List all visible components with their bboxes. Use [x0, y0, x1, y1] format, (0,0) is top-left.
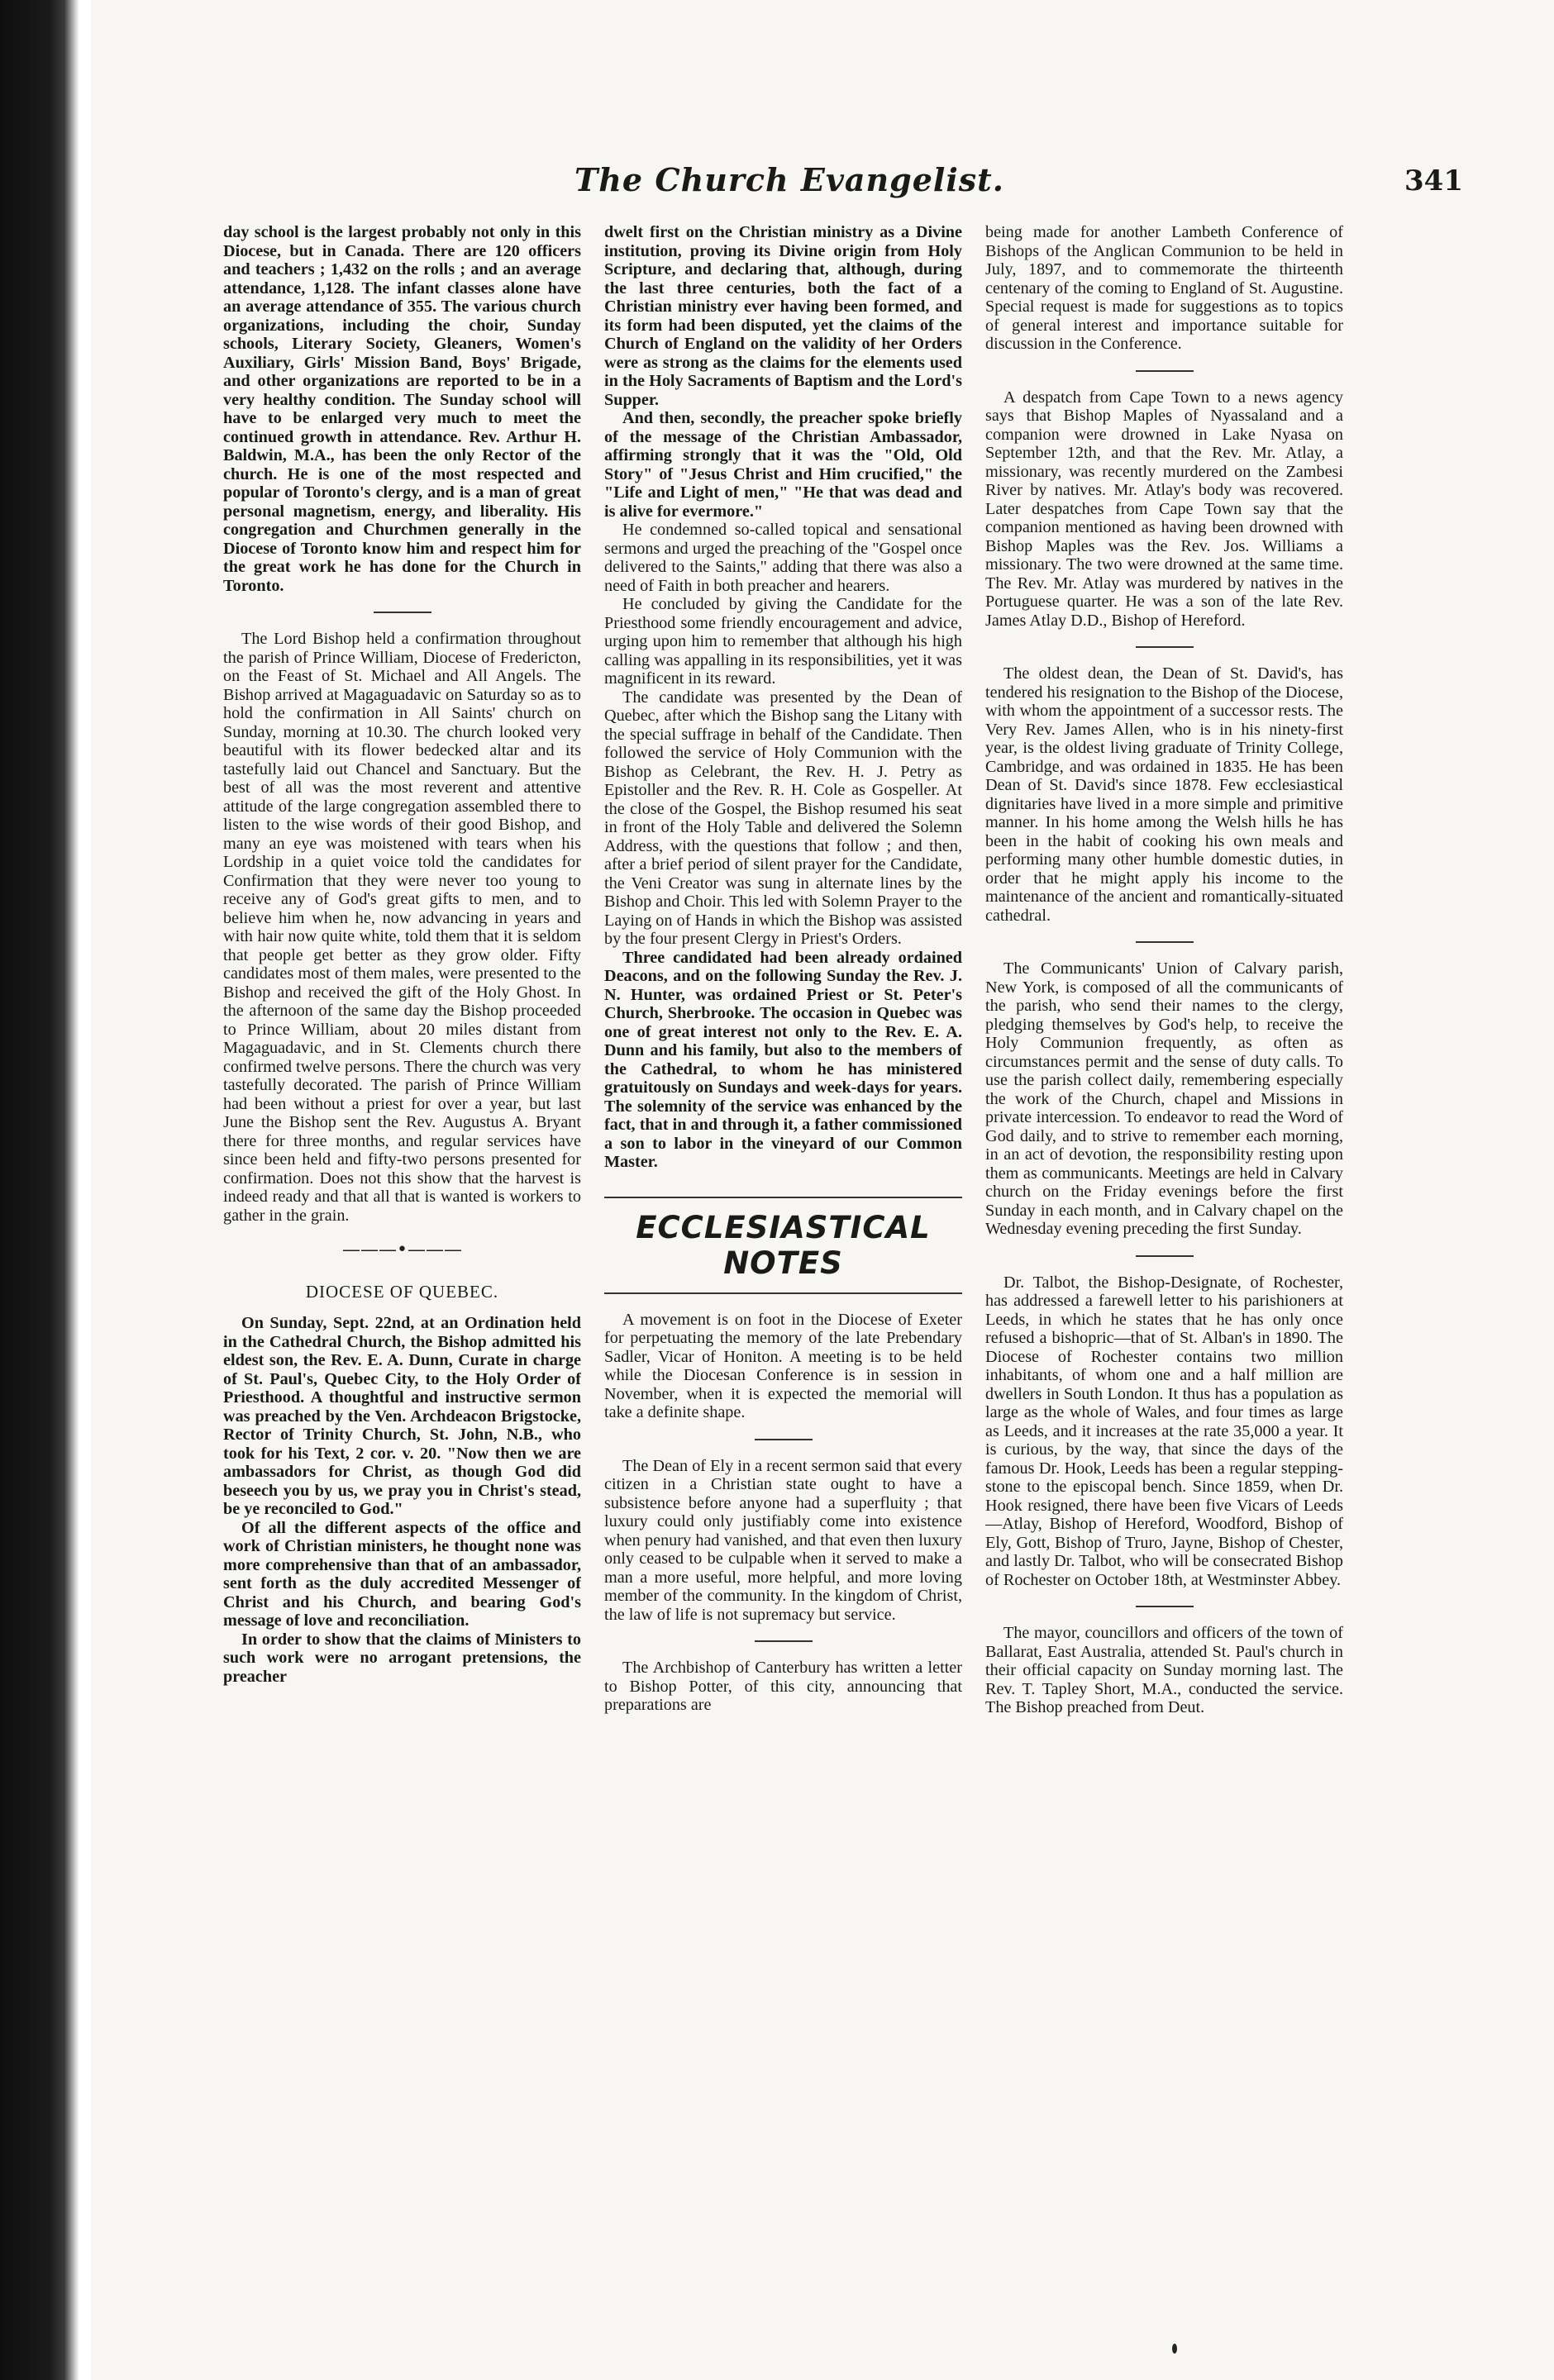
paragraph: The mayor, councillors and officers of the town of Ballarat, East Australia, attended St. Paul's church in their official capacity on Sunday morning last. The Rev. T. Tapley Short, M.A., conducted the service. The Bishop preached from Deut. [985, 1624, 1343, 1716]
ornament-divider: ———•——— [342, 1240, 462, 1260]
paragraph: The Archbishop of Canterbury has written a letter to Bishop Potter, of this city, announcing that preparations are [604, 1659, 962, 1714]
paragraph: The Dean of Ely in a recent sermon said that every citizen in a Christian state ought to have a subsistence before anyone had a superfluity ; that luxury could only justifiably come into existence when penury had vanished, and that even then luxury only ceased to be culpable when it served to make a man a more useful, more helpful, and more loving member of the community. In the kingdom of Christ, the law of life is not supremacy but service. [604, 1456, 962, 1624]
section-heading: DIOCESE OF QUEBEC. [305, 1282, 499, 1302]
paragraph: In order to show that the claims of Ministers to such work were no arrogant pretensions, the preacher [223, 1630, 581, 1686]
divider [1136, 370, 1194, 372]
paragraph: day school is the largest probably not only in this Diocese, but in Canada. There are 120 officers and teachers ; 1,432 on the rolls ; and an average attendance, 1,128. The infant classes alone have an average attendance of 355. The various church organizations, including the choir, Sunday schools, Literary Society, Gleaners, Women's Auxiliary, Girls' Mission Band, Boys' Brigade, and other organizations are reported to be in a very healthy condition. The Sunday school will have to be enlarged very much to meet the continued growth in attendance. Rev. Arthur H. Baldwin, M.A., has been the only Rector of the church. He is one of the most respected and popular of Toronto's clergy, and is a man of great personal magnetism, energy, and liberality. His congregation and Churchmen generally in the Diocese of Toronto know him and respect him for the great work he has done for the Church in Toronto. [223, 223, 581, 595]
paragraph: The Communicants' Union of Calvary parish, New York, is composed of all the communicants of the parish, who send their names to the clergy, pledging themselves by God's help, to receive the Holy Communion frequently, as often as circumstances permit and the sense of duty calls. To use the parish collect daily, remembering especially the work of the Church, chapel and Missions in private intercession. To endeavor to read the Word of God daily, and to strive to remember each morning, in an act of devotion, the responsibility resting upon them as communicants. Meetings are held in Calvary church on the Friday evenings before the first Sunday in each month, and in Calvary chapel on the Wednesday evening preceding the first Sunday. [985, 959, 1343, 1238]
column-2 [604, 223, 962, 2306]
paragraph: A despatch from Cape Town to a news agency says that Bishop Maples of Nyassaland and a companion were drowned in Lake Nyasa on September 12th, and that the Rev. Mr. Atlay, a missionary, was recently murdered on the Zambesi River by natives. Mr. Atlay's body was recovered. Later despatches from Cape Town say that the companion mentioned as having been drowned with Bishop Maples was the Rev. Jos. Williams a missionary. The two were drowned at the same time. The Rev. Mr. Atlay was murdered by natives in the Portuguese quarter. He was a son of the late Rev. James Atlay D.D., Bishop of Hereford. [985, 388, 1343, 630]
print-speck [1172, 2344, 1177, 2354]
divider [1136, 1255, 1194, 1257]
paragraph: And then, secondly, the preacher spoke briefly of the message of the Christian Ambassador, affirming strongly that it was the "Old, Old Story" of "Jesus Christ and Him crucified," the "Life and Light of men," "He that was dead and is alive for evermore." [604, 409, 962, 521]
divider [1136, 941, 1194, 943]
paragraph: Dr. Talbot, the Bishop-Designate, of Rochester, has addressed a farewell letter to his parishioners at Leeds, in which he states that he has only once refused a bishopric—that of St. Alban's in 1890. The Diocese of Rochester contains two million inhabitants, of whom one and a half million are dwellers in South London. It thus has a population as large as the whole of Wales, and four times as large as Leeds, and it increases at the rate 35,000 a year. It is curious, by the way, that since the days of the famous Dr. Hook, Leeds has been a regular stepping-stone to the episcopal bench. Since 1859, when Dr. Hook resigned, there have been five Vicars of Leeds—Atlay, Bishop of Hereford, Woodford, Bishop of Ely, Gott, Bishop of Truro, Jayne, Bishop of Chester, and lastly Dr. Talbot, who will be consecrated Bishop of Rochester on October 18th, at Westminster Abbey. [985, 1273, 1343, 1589]
paragraph: The Lord Bishop held a confirmation throughout the parish of Prince William, Diocese of Fredericton, on the Feast of St. Michael and All Angels. The Bishop arrived at Magaguadavic on Saturday so as to hold the confirmation in All Saints' church on Sunday, morning at 10.30. The church looked very beautiful with its flower bedecked altar and its tastefully laid out Chancel and Sanctuary. But the best of all was the most reverent and attentive attitude of the large congregation assembled there to listen to the wise words of their good Bishop, and many an eye was moistened with tears when his Lordship in a quiet voice told the candidates for Confirmation that they were never too young to receive any of God's great gifts to men, and to believe him when he, now advancing in years and with hair now quite white, told them that it is seldom that people get better as they grow older. Fifty candidates most of them males, were presented to the Bishop and received the gift of the Holy Ghost. In the afternoon of the same day the Bishop proceeded to Prince William, about 20 miles distant from Magaguadavic, and in St. Clements church there confirmed twelve persons. There the church was very tastefully decorated. The parish of Prince William had been without a priest for over a year, but last June the Bishop sent the Rev. Augustus A. Bryant there for three months, and regular services have since been held and fifty-two persons presented for confirmation. Does not this show that the harvest is indeed ready and that all that is wanted is workers to gather in the grain. [223, 630, 581, 1225]
divider [374, 612, 431, 613]
paragraph: Three candidated had been already ordained Deacons, and on the following Sunday the Rev. J. N. Hunter, was ordained Priest or St. Peter's Church, Sherbrooke. The occasion in Quebec was one of great interest not only to the Rev. E. A. Dunn and his family, but also to the members of the Cathedral, to whom he has ministered gratuitously on Sundays and week-days for years. The solemnity of the service was enhanced by the fact, that in and through it, a father commissioned a son to labor in the vineyard of our Common Master. [604, 948, 962, 1171]
running-header [116, 161, 1463, 211]
divider [1136, 646, 1194, 648]
divider [755, 1439, 813, 1440]
scan-binding-edge [0, 0, 79, 2380]
section-title: ECCLESIASTICAL NOTES [636, 1209, 931, 1281]
divider [1136, 1606, 1194, 1607]
page-number: 341 [1404, 164, 1463, 198]
column-1 [223, 223, 581, 2306]
paragraph: The candidate was presented by the Dean of Quebec, after which the Bishop sang the Litany with the special suffrage in behalf of the Candidate. Then followed the service of Holy Communion with the Bishop as Celebrant, the Rev. H. J. Petry as Epistoller and the Rev. R. H. Cole as Gospeller. At the close of the Gospel, the Bishop resumed his seat in front of the Holy Table and delivered the Solemn Address, with the questions that follow ; and then, after a brief period of silent prayer for the Candidate, the Veni Creator was sung in alternate lines by the Bishop and Choir. This led with Solemn Prayer to the Laying on of Hands in which the Bishop was assisted by the four present Clergy in Priest's Orders. [604, 688, 962, 948]
paragraph: He concluded by giving the Candidate for the Priesthood some friendly encouragement and advice, urging upon him to remember that although his high calling was appalling in its responsibilities, yet it was magnificent in its reward. [604, 595, 962, 688]
paragraph: being made for another Lambeth Conference of Bishops of the Anglican Communion to be held in July, 1897, and to commemorate the thirteenth centenary of the coming to England of St. Augustine. Special request is made for suggestions as to topics of general interest and importance suitable for discussion in the Conference. [985, 223, 1343, 353]
section-title-box [604, 1197, 962, 1294]
paragraph: The oldest dean, the Dean of St. David's, has tendered his resignation to the Bishop of the Diocese, with whom the appointment of a successor rests. The Very Rev. James Allen, who is in his ninety-first year, is the oldest living graduate of Trinity College, Cambridge, and was ordained in 1835. He has been Dean of St. David's since 1878. Few ecclesiastical dignitaries have lived in a more simple and primitive manner. In his home among the Welsh hills he has been in the habit of cooking his own meals and performing many other humble domestic duties, in order that he might apply his income to the maintenance of the ancient and romantically-situated cathedral. [985, 664, 1343, 925]
column-3 [985, 223, 1343, 2306]
paragraph: He condemned so-called topical and sensational sermons and urged the preaching of the "Gospel once delivered to the Saints," adding that there was also a need of Faith in both preacher and hearers. [604, 521, 962, 595]
paragraph: A movement is on foot in the Diocese of Exeter for perpetuating the memory of the late Prebendary Sadler, Vicar of Honiton. A meeting is to be held while the Diocesan Conference is in session in November, when it is expected the memorial will take a definite shape. [604, 1310, 962, 1421]
divider [755, 1640, 813, 1642]
paragraph: On Sunday, Sept. 22nd, at an Ordination held in the Cathedral Church, the Bishop admitted his eldest son, the Rev. E. A. Dunn, Curate in charge of St. Paul's, Quebec City, to the Holy Order of Priesthood. A thoughtful and instructive sermon was preached by the Ven. Archdeacon Brigstocke, Rector of Trinity Church, St. John, N.B., who took for his Text, 2 cor. v. 20. "Now then we are ambassadors for Christ, as though God did beseech you by us, we pray you in Christ's stead, be ye reconciled to God." [223, 1314, 581, 1518]
running-title: The Church Evangelist. [574, 161, 1004, 198]
paragraph: dwelt first on the Christian ministry as a Divine institution, proving its Divine origin from Holy Scripture, and declaring that, although, during the last three centuries, both the fact of a Christian ministry ever having been formed, and its form had been disputed, yet the claims of the Church of England on the validity of her Orders were as strong as the claims for the elements used in the Holy Sacraments of Baptism and the Lord's Supper. [604, 223, 962, 409]
article-columns [223, 223, 1343, 2306]
paragraph: Of all the different aspects of the office and work of Christian ministers, he thought none was more comprehensive than that of an ambassador, sent forth as the duly accredited Messenger of Christ and his Church, and bearing God's message of love and reconciliation. [223, 1518, 581, 1630]
